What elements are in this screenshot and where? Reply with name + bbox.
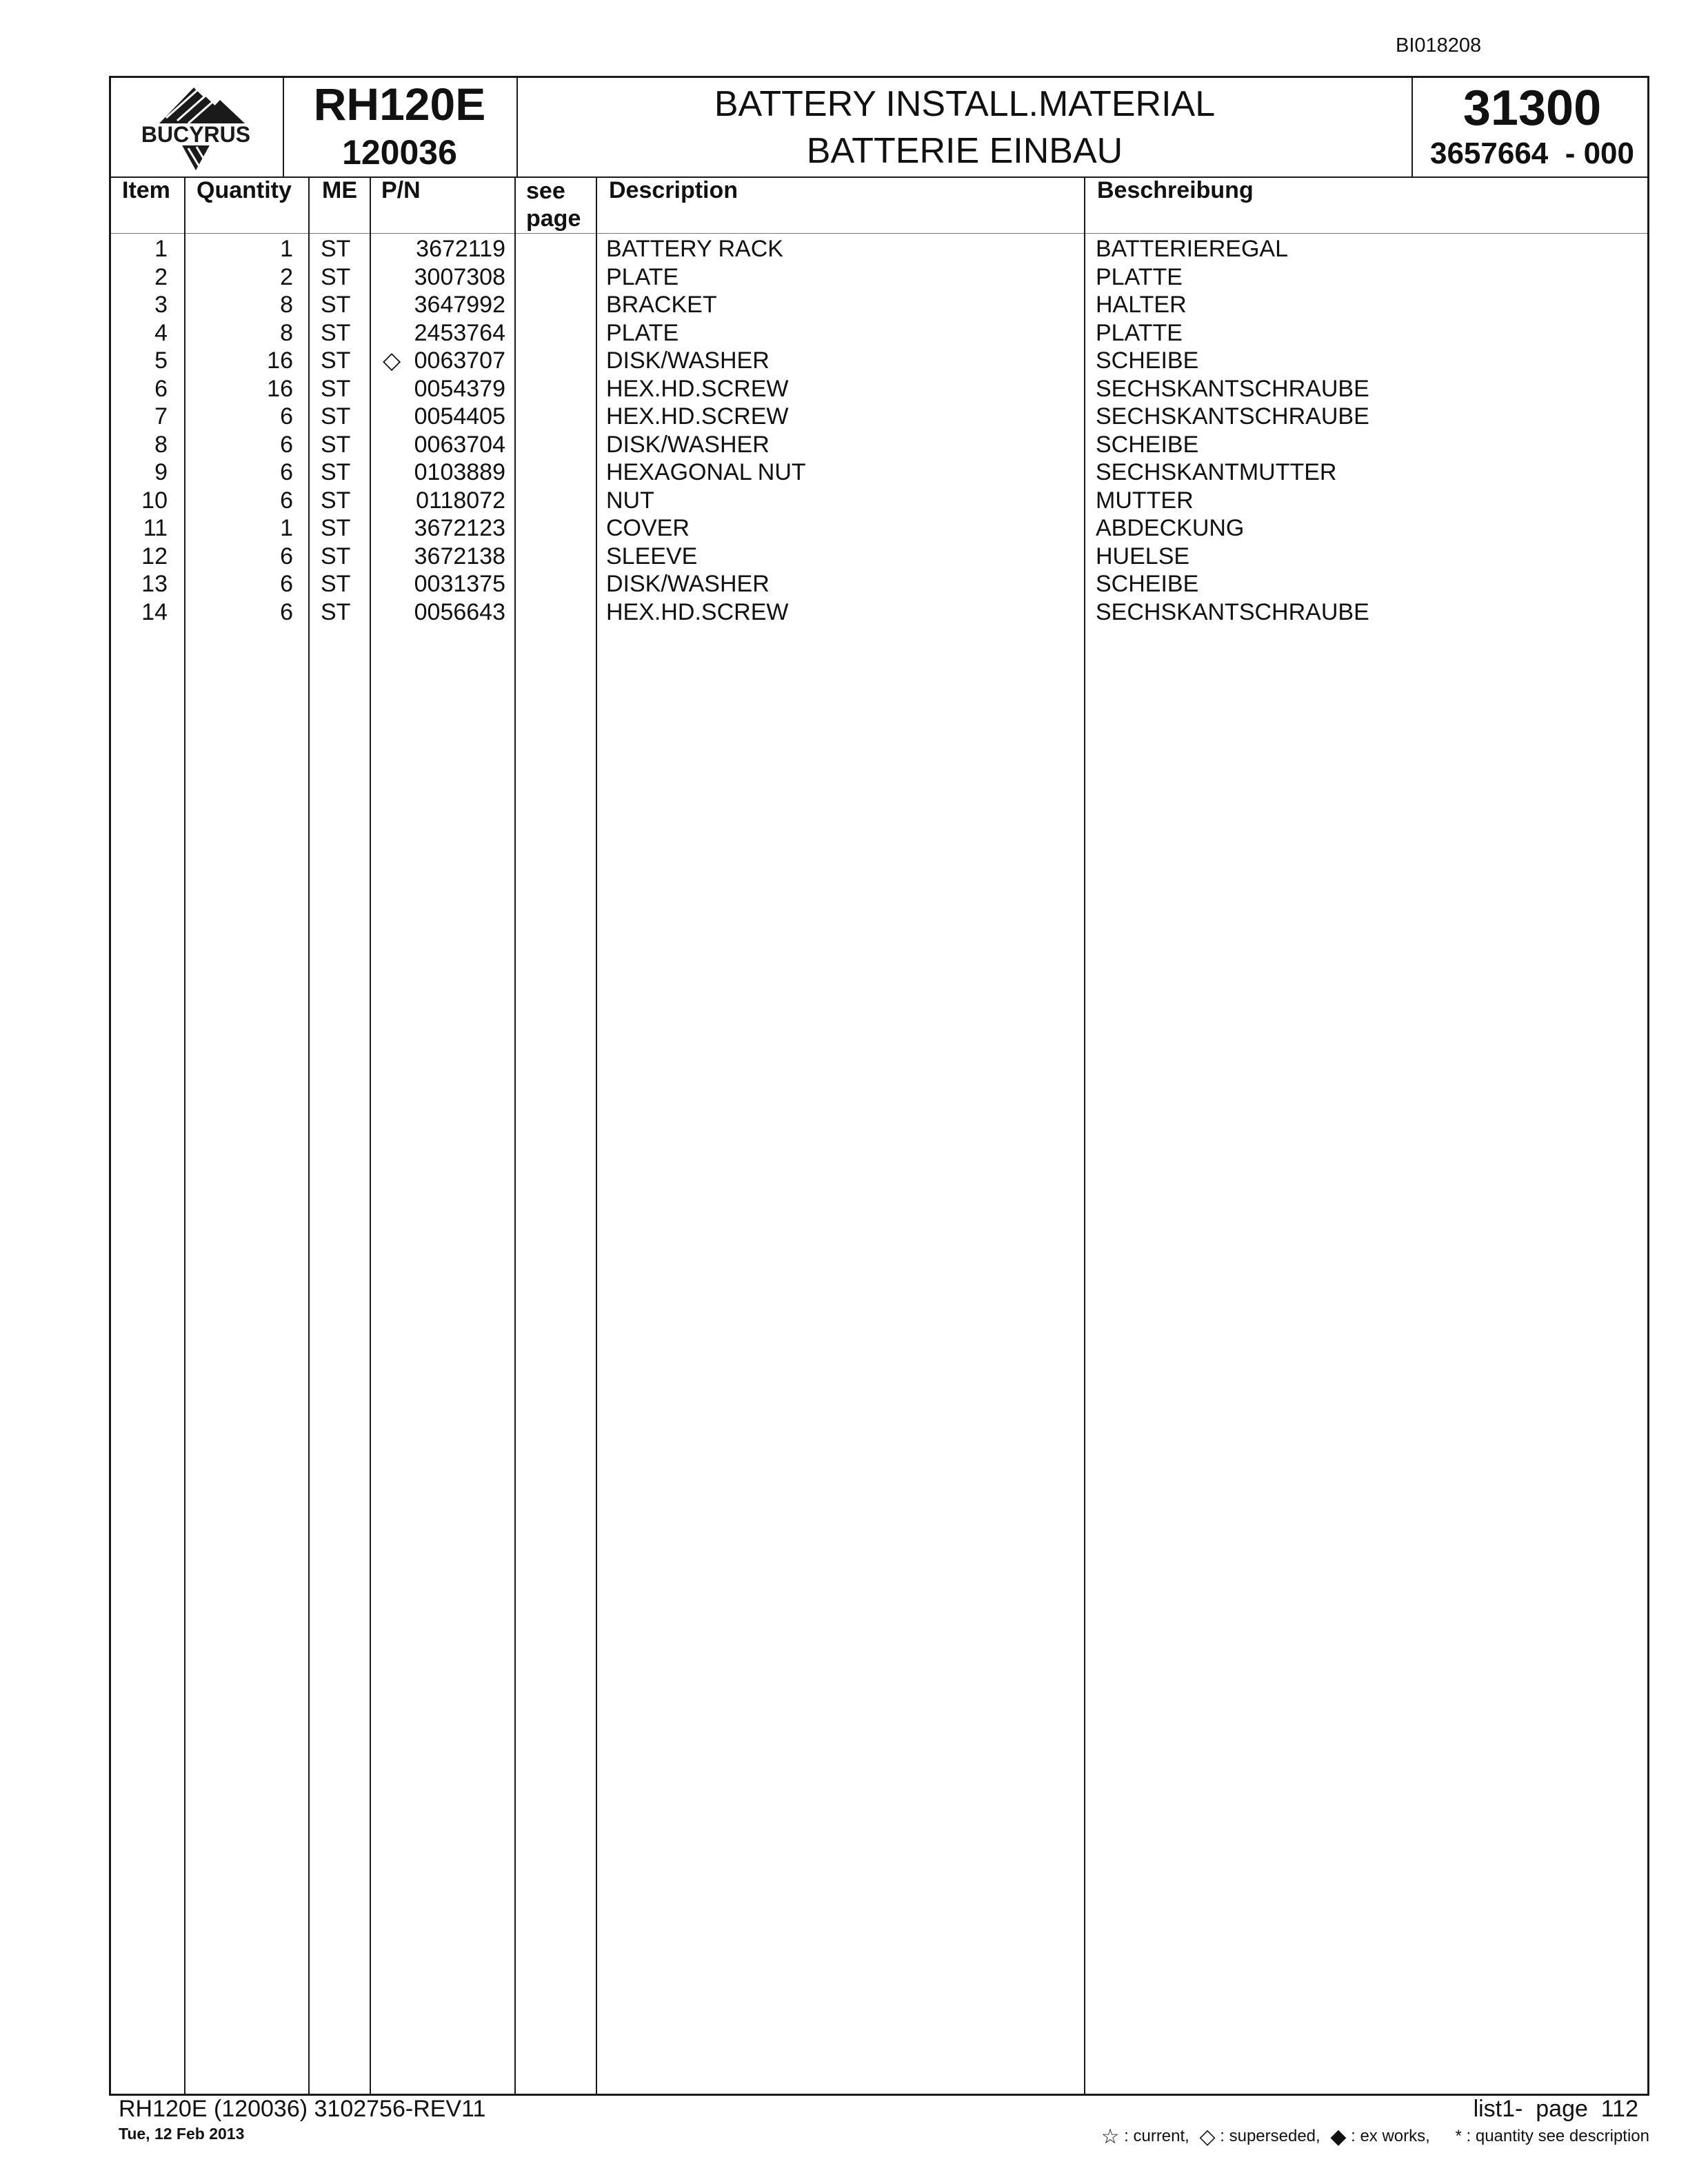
description-cell: NUT xyxy=(606,487,654,514)
description-cell: PLATE xyxy=(606,263,679,290)
item-cell: 6 xyxy=(154,375,168,402)
beschreibung-cell: SECHSKANTSCHRAUBE xyxy=(1096,598,1369,625)
column-header-beschreibung: Beschreibung xyxy=(1097,177,1254,203)
part-number-cell: 2453764 xyxy=(414,319,505,346)
beschreibung-cell: SECHSKANTSCHRAUBE xyxy=(1096,375,1369,402)
item-cell: 9 xyxy=(154,459,168,485)
star-icon: ☆ xyxy=(1101,2125,1120,2148)
beschreibung-cell: SCHEIBE xyxy=(1096,431,1199,458)
title-german: BATTERIE EINBAU xyxy=(806,131,1123,171)
column-header-description: Description xyxy=(609,177,738,203)
quantity-cell: 8 xyxy=(280,292,293,318)
unit-cell: ST xyxy=(321,236,351,262)
unit-cell: ST xyxy=(321,375,351,402)
part-number-cell: 3672119 xyxy=(416,236,505,262)
status-marker: ◇ xyxy=(383,347,401,374)
description-cell: COVER xyxy=(606,515,690,541)
unit-cell: ST xyxy=(321,515,351,541)
description-cell: PLATE xyxy=(606,319,679,346)
quantity-cell: 6 xyxy=(280,459,293,485)
item-cell: 14 xyxy=(141,598,168,625)
unit-cell: ST xyxy=(321,571,351,597)
beschreibung-cell: SECHSKANTSCHRAUBE xyxy=(1096,403,1369,429)
item-cell: 11 xyxy=(143,515,168,541)
table-row xyxy=(111,347,1647,375)
item-cell: 10 xyxy=(141,487,168,514)
beschreibung-cell: ABDECKUNG xyxy=(1096,515,1245,541)
table-row xyxy=(111,319,1647,347)
table-row xyxy=(111,375,1647,403)
beschreibung-cell: SCHEIBE xyxy=(1096,571,1199,597)
quantity-cell: 1 xyxy=(280,515,293,541)
part-number-cell: 0056643 xyxy=(414,598,505,625)
column-header-me: ME xyxy=(322,177,357,203)
document-code: BI018208 xyxy=(1396,34,1482,57)
item-cell: 12 xyxy=(141,543,168,569)
description-cell: HEXAGONAL NUT xyxy=(606,459,806,485)
title-english: BATTERY INSTALL.MATERIAL xyxy=(714,84,1216,124)
quantity-cell: 1 xyxy=(280,236,293,262)
unit-cell: ST xyxy=(321,459,351,485)
drawing-reference: 3657664 - 000 xyxy=(1429,136,1635,170)
unit-cell: ST xyxy=(321,431,351,458)
table-row xyxy=(111,235,1647,263)
unit-cell: ST xyxy=(321,319,351,346)
table-row xyxy=(111,514,1647,543)
part-number-cell: 0103889 xyxy=(414,459,505,485)
beschreibung-cell: BATTERIEREGAL xyxy=(1096,236,1288,262)
part-number-cell: 0063704 xyxy=(414,431,505,458)
part-number-cell: 3672138 xyxy=(414,543,505,569)
item-cell: 4 xyxy=(154,319,168,346)
logo-wordmark: BUCYRUS xyxy=(141,122,251,147)
description-cell: HEX.HD.SCREW xyxy=(606,598,789,625)
column-header-rule xyxy=(111,233,1647,234)
diamond-outline-icon: ◇ xyxy=(1199,2125,1216,2148)
beschreibung-cell: HUELSE xyxy=(1096,543,1190,569)
part-number-cell: 3647992 xyxy=(414,292,505,318)
quantity-cell: 16 xyxy=(267,347,293,374)
unit-cell: ST xyxy=(321,347,351,374)
legend-superseded: : superseded, xyxy=(1220,2127,1320,2145)
unit-cell: ST xyxy=(321,543,351,569)
legend-ex-works: : ex works, xyxy=(1351,2127,1430,2145)
column-header-pn: P/N xyxy=(381,177,421,203)
item-cell: 3 xyxy=(154,292,168,318)
description-cell: BATTERY RACK xyxy=(606,236,783,262)
item-cell: 5 xyxy=(154,347,168,374)
bucyrus-logo-icon xyxy=(117,81,275,173)
description-cell: HEX.HD.SCREW xyxy=(606,375,789,402)
quantity-cell: 6 xyxy=(280,487,293,514)
table-row xyxy=(111,570,1647,598)
part-number-cell: 0054379 xyxy=(414,375,505,402)
unit-cell: ST xyxy=(321,403,351,429)
part-number-cell: 0118072 xyxy=(416,487,505,514)
part-number-cell: 3672123 xyxy=(414,515,505,541)
table-row xyxy=(111,487,1647,515)
legend-current: : current, xyxy=(1124,2127,1189,2145)
unit-cell: ST xyxy=(321,487,351,514)
description-cell: HEX.HD.SCREW xyxy=(606,403,789,429)
part-number-cell: 0031375 xyxy=(414,571,505,597)
beschreibung-cell: HALTER xyxy=(1096,292,1187,318)
unit-cell: ST xyxy=(321,292,351,318)
item-cell: 7 xyxy=(154,403,168,429)
model-name: RH120E xyxy=(313,79,486,130)
quantity-cell: 6 xyxy=(280,571,293,597)
legend-quantity-note: * : quantity see description xyxy=(1455,2127,1649,2145)
column-header-see-page: see page xyxy=(526,178,581,232)
column-header-quantity: Quantity xyxy=(197,177,292,203)
diamond-filled-icon: ◆ xyxy=(1330,2125,1347,2148)
beschreibung-cell: MUTTER xyxy=(1096,487,1194,514)
serial-number: 120036 xyxy=(342,133,457,172)
symbol-legend xyxy=(1101,2125,1649,2149)
description-cell: DISK/WASHER xyxy=(606,431,770,458)
table-row xyxy=(111,431,1647,459)
quantity-cell: 6 xyxy=(280,403,293,429)
item-cell: 2 xyxy=(154,263,168,290)
column-header-item: Item xyxy=(122,177,170,203)
unit-cell: ST xyxy=(321,263,351,290)
description-cell: DISK/WASHER xyxy=(606,347,770,374)
table-row xyxy=(111,403,1647,431)
beschreibung-cell: PLATTE xyxy=(1096,319,1183,346)
description-cell: DISK/WASHER xyxy=(606,571,770,597)
quantity-cell: 8 xyxy=(280,319,293,346)
bucyrus-logo xyxy=(117,81,275,173)
table-row xyxy=(111,291,1647,319)
table-row xyxy=(111,598,1647,627)
parts-list-frame xyxy=(109,76,1649,2096)
part-number-cell: 0054405 xyxy=(414,403,505,429)
table-row xyxy=(111,458,1647,487)
unit-cell: ST xyxy=(321,598,351,625)
item-cell: 1 xyxy=(154,236,168,262)
footer-page-number: list1- page 112 xyxy=(1473,2096,1638,2122)
quantity-cell: 6 xyxy=(280,543,293,569)
part-number-cell: 3007308 xyxy=(414,263,505,290)
beschreibung-cell: SCHEIBE xyxy=(1096,347,1199,374)
beschreibung-cell: PLATTE xyxy=(1096,263,1183,290)
item-cell: 8 xyxy=(154,431,168,458)
part-number-cell: 0063707 xyxy=(414,347,505,374)
table-row xyxy=(111,263,1647,292)
quantity-cell: 6 xyxy=(280,431,293,458)
quantity-cell: 2 xyxy=(280,263,293,290)
group-number: 31300 xyxy=(1463,81,1602,136)
beschreibung-cell: SECHSKANTMUTTER xyxy=(1096,459,1337,485)
parts-table-body xyxy=(111,235,1647,635)
quantity-cell: 16 xyxy=(267,375,293,402)
footer-date: Tue, 12 Feb 2013 xyxy=(119,2125,245,2143)
quantity-cell: 6 xyxy=(280,598,293,625)
table-row xyxy=(111,543,1647,571)
item-cell: 13 xyxy=(141,571,168,597)
footer-document-reference: RH120E (120036) 3102756-REV11 xyxy=(119,2096,486,2122)
description-cell: BRACKET xyxy=(606,292,717,318)
description-cell: SLEEVE xyxy=(606,543,698,569)
